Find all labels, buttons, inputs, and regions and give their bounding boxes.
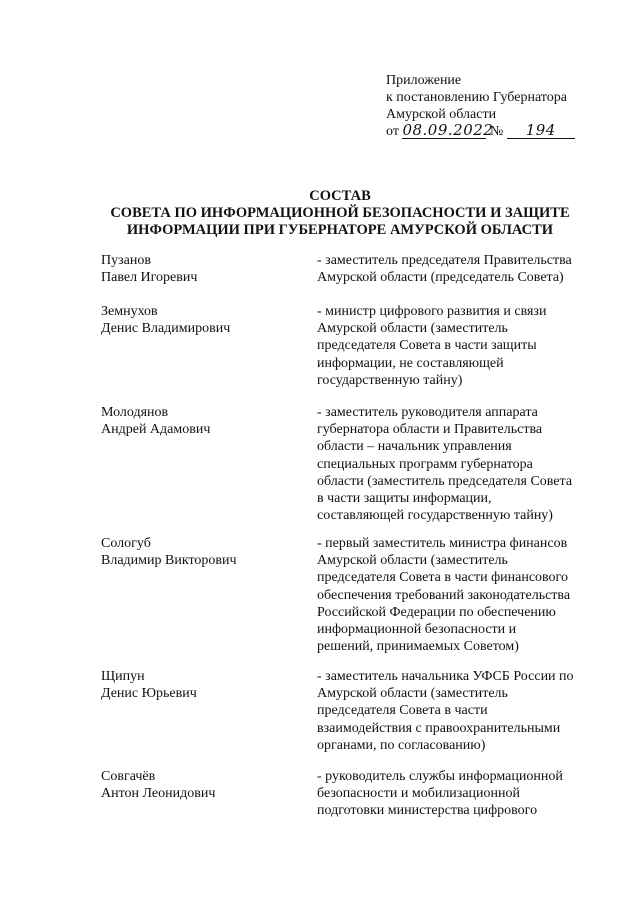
appendix-title: Приложение: [386, 73, 462, 88]
member-role: [317, 252, 591, 286]
member-given-names: Антон Леонидович: [101, 786, 216, 802]
role-line: - руководитель службы информационной: [317, 769, 563, 784]
member-name: [101, 668, 301, 702]
member-surname: Совгачёв: [101, 769, 156, 784]
role-line: - министр цифрового развития и связи: [317, 304, 547, 319]
appendix-block: [386, 72, 575, 140]
member-given-names: Андрей Адамович: [101, 422, 211, 438]
role-line: информационной безопасности и: [317, 622, 517, 638]
role-line: председателя Совета в части: [317, 703, 488, 719]
role-line: в части защиты информации,: [317, 491, 492, 507]
role-line: - заместитель руководителя аппарата: [317, 405, 538, 420]
role-line: подготовки министерства цифрового: [317, 803, 538, 819]
title-line-1: СОСТАВ: [309, 188, 371, 204]
handwritten-date: 08.09.2022: [402, 121, 494, 139]
member-name: [101, 303, 301, 337]
role-line: губернатора области и Правительства: [317, 422, 543, 438]
role-line: государственную тайну): [317, 372, 463, 388]
member-role: [317, 303, 591, 389]
member-role: [317, 535, 591, 655]
role-line: председателя Совета в части защиты: [317, 338, 537, 354]
member-given-names: Павел Игоревич: [101, 270, 198, 286]
date-prefix: от: [386, 124, 399, 139]
role-line: Российской Федерации по обеспечению: [317, 604, 556, 620]
member-given-names: Денис Юрьевич: [101, 686, 197, 702]
role-line: органами, по согласованию): [317, 737, 486, 753]
member-name: [101, 535, 301, 569]
role-line: - заместитель председателя Правительства: [317, 253, 572, 268]
role-line: области – начальник управления: [317, 439, 512, 455]
role-line: обеспечения требований законодательства: [317, 587, 571, 603]
member-name: [101, 252, 301, 286]
handwritten-number: 194: [507, 123, 575, 139]
document-title: [90, 188, 590, 239]
member-surname: Молодянов: [101, 405, 169, 420]
member-name: [101, 404, 301, 438]
role-line: специальных программ губернатора: [317, 456, 533, 472]
role-line: информации, не составляющей: [317, 355, 504, 371]
appendix-resolution-ref: к постановлению Губернатора: [386, 90, 567, 105]
appendix-date-row: [386, 123, 575, 140]
role-line: Амурской области (заместитель: [317, 686, 508, 702]
member-surname: Сологуб: [101, 536, 151, 551]
role-line: председателя Совета в части финансового: [317, 570, 568, 586]
title-line-3: ИНФОРМАЦИИ ПРИ ГУБЕРНАТОРЕ АМУРСКОЙ ОБЛАСТИ: [126, 222, 554, 238]
member-surname: Пузанов: [101, 253, 151, 268]
role-line: Амурской области (заместитель: [317, 553, 508, 569]
role-line: взаимодействия с правоохранительными: [317, 720, 561, 736]
title-line-2: СОВЕТА ПО ИНФОРМАЦИОННОЙ БЕЗОПАСНОСТИ И ЗАЩИТЕ: [110, 205, 570, 221]
member-role: [317, 768, 591, 820]
role-line: - заместитель начальника УФСБ России по: [317, 669, 574, 684]
role-line: решений, принимаемых Советом): [317, 639, 519, 655]
role-line: Амурской области (заместитель: [317, 321, 508, 337]
member-role: [317, 668, 591, 754]
role-line: - первый заместитель министра финансов: [317, 536, 568, 551]
member-surname: Щипун: [101, 669, 145, 684]
appendix-region: Амурской области: [386, 107, 497, 122]
role-line: области (заместитель председателя Совета: [317, 473, 573, 489]
member-given-names: Владимир Викторович: [101, 553, 237, 569]
role-line: составляющей государственную тайну): [317, 508, 553, 524]
member-role: [317, 404, 591, 524]
member-name: [101, 768, 301, 802]
role-line: безопасности и мобилизационной: [317, 786, 521, 802]
member-surname: Земнухов: [101, 304, 158, 319]
member-given-names: Денис Владимирович: [101, 321, 231, 337]
role-line: Амурской области (председатель Совета): [317, 270, 564, 286]
number-label: №: [489, 124, 504, 139]
